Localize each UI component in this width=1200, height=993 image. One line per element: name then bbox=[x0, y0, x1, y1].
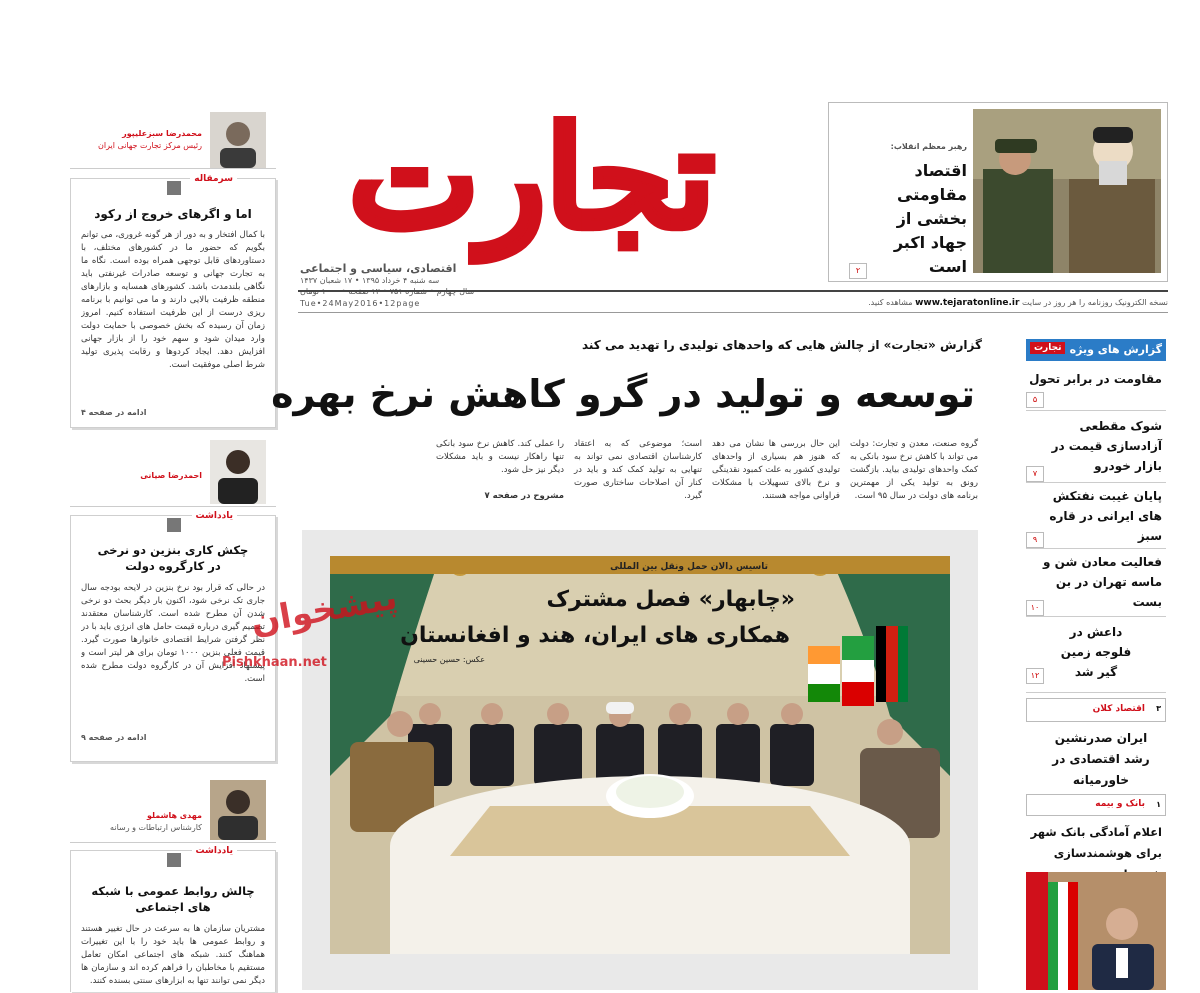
sidebar-item-page[interactable]: ۹ bbox=[1026, 532, 1044, 548]
main-kicker: گزارش «تجارت» از چالش هایی که واحدهای تولیدی را تهدید می کند bbox=[581, 338, 982, 352]
main-col-3: است؛ موضوعی که به اعتقاد کارشناسان اقتصادی نمی تواند به تنهایی به تولید کمک کند و باید در کنار آن اصلاحات ساختاری صورت گیرد. bbox=[574, 439, 702, 501]
section-label: یادداشت bbox=[192, 510, 237, 522]
sidebar-item-headline: فعالیت معادن شن و ماسه تهران در بن بست bbox=[1043, 555, 1162, 609]
top-story-kicker: رهبر معظم انقلاب: bbox=[890, 142, 967, 151]
photo-headline-2: همکاری های ایران، هند و افغانستان bbox=[400, 623, 790, 648]
sidebar-item-headline: شوک مقطعی آزادسازی قیمت در بازار خودرو bbox=[1051, 419, 1162, 473]
sidebar-item-page[interactable]: ۵ bbox=[1026, 392, 1044, 408]
section-number: ۳ bbox=[1156, 704, 1161, 713]
person-icon bbox=[210, 112, 266, 168]
website-link[interactable]: www.tejaratonline.ir bbox=[915, 298, 1020, 308]
section-square-icon bbox=[167, 853, 181, 867]
note-2-headline: چالش روابط عمومی با شبکه های اجتماعی bbox=[91, 884, 255, 914]
section-title: اقتصاد کلان bbox=[1092, 704, 1145, 714]
columnist-3-role: کارشناس ارتباطات و رسانه bbox=[110, 823, 202, 832]
bank-ceo-photo bbox=[1026, 872, 1166, 990]
watermark-en: Pishkhaan.net bbox=[222, 655, 327, 670]
online-prefix: نسخه الکترونیک روزنامه را هر روز در سایت bbox=[1022, 298, 1168, 307]
masthead-rule bbox=[298, 290, 1168, 292]
top-story-page[interactable]: ۲ bbox=[849, 263, 867, 279]
sidebar-header bbox=[1026, 339, 1166, 361]
section-number: ۱ bbox=[1156, 800, 1161, 809]
columnist-card-3 bbox=[70, 772, 276, 843]
columnist-1-role: رئیس مرکز تجارت جهانی ایران bbox=[98, 141, 202, 150]
columnist-2-photo bbox=[210, 440, 266, 504]
bank-photo-art bbox=[1026, 872, 1166, 990]
note-2-body: مشتریان سازمان ها به سرعت در حال تغییر هستند و روابط عمومی ها باید خود را با این تغییرات هماهنگ کنند. شبکه های اجتماعی امکان تعامل مستقیم با مخاطبان را فراهم کرده اند و سازمان ها دیگر نمی توانند تنها به ابزارهای سنتی بسنده کنند. bbox=[81, 924, 265, 986]
main-col-2: این حال بررسی ها نشان می دهد که هنوز هم بسیاری از واحدهای تولیدی کشور به علت کمبود نقدینگی و نرخ بالای تسهیلات با مشکلات فراوانی مواجه هستند. bbox=[712, 439, 840, 501]
columnist-1-photo bbox=[210, 112, 266, 168]
sidebar-section-1 bbox=[1026, 698, 1166, 787]
person-icon bbox=[210, 780, 266, 840]
photo-kicker: تاسیس دالان حمل ونقل بین المللی bbox=[610, 562, 768, 572]
section-square-icon bbox=[167, 518, 181, 532]
photo-headline-1: «چابهار» فصل مشترک bbox=[546, 587, 795, 612]
section-header bbox=[1026, 698, 1166, 722]
leader-photo bbox=[973, 109, 1161, 273]
issue-en: Tue•24May2016•12page bbox=[300, 299, 421, 308]
sidebar-item-page[interactable]: ۱۰ bbox=[1026, 600, 1044, 616]
sidebar-title: گزارش های ویژه bbox=[1069, 343, 1162, 356]
columnist-3-photo bbox=[210, 780, 266, 840]
top-right-story bbox=[828, 102, 1168, 282]
note-1-body: در حالی که قرار بود نرخ بنزین در لایحه بودجه سال جاری تک نرخی شود، اکنون بار دیگر بحث دو نرخی شدن آن مطرح شده است. کارشناسان معتقدند تصمیم گیری درباره قیمت حامل های انرژی باید با در نظر گرفتن شرایط اقتصادی خانوارها صورت گیرد. قیمت فعلی بنزین ۱۰۰۰ تومان برای هر لیتر است و پیشنهاد افزایش آن در کارگروه دولت مطرح شده است. bbox=[81, 583, 265, 684]
masthead-logo bbox=[302, 96, 762, 259]
sidebar-item-4[interactable] bbox=[1026, 550, 1166, 617]
main-headline: توسعه و تولید در گرو کاهش نرخ بهره bbox=[271, 372, 975, 416]
columnist-2-name: احمدرضا صیانی bbox=[140, 471, 202, 480]
sidebar-badge: تجارت bbox=[1030, 342, 1065, 354]
section-headline: اعلام آمادگی بانک شهر برای هوشمندسازی bbox=[1030, 825, 1162, 860]
columnist-card-1 bbox=[70, 100, 276, 169]
sidebar-item-headline: پایان غیبت نفتکش های ایرانی در قاره سبز bbox=[1049, 489, 1162, 543]
columnist-3-name: مهدی هاشملو bbox=[146, 811, 202, 820]
note-1-headline: چکش کاری بنزین دو نرخی در کارگروه دولت bbox=[97, 543, 249, 573]
tagline: اقتصادی، سیاسی و اجتماعی bbox=[300, 262, 457, 275]
section-header bbox=[1026, 794, 1166, 816]
section-headline: ایران صدرنشین رشد اقتصادی در خاورمیانه bbox=[1052, 731, 1150, 787]
editorial-body: با کمال افتخار و به دور از هر گونه غروری، می توانم بگویم که حضور ما در کشورهای مختلف، با دستاوردهای قابل توجهی همراه بوده است. نگاه ما به تجارت جهانی و توسعه صادرات غیرنفتی باید نگاهی بلندمدت باشد. کشورهای همسایه و بازارهای منطقه ظرفیت بالایی دارند و ما می توانیم با برنامه ریزی درست از این ظرفیت استفاده کنیم. امروز زمان آن رسیده که بخش خصوصی با حمایت دولت وارد میدان شود و سهم خود را از بازار جهانی افزایش دهد. ایجاد کردوها و رقابت پذیری تولید شرط اصلی موفقیت است. bbox=[81, 230, 265, 370]
section-title: بانک و بیمه bbox=[1095, 799, 1145, 809]
sidebar-item-page[interactable]: ۱۲ bbox=[1026, 668, 1044, 684]
sidebar-item-headline: داعش در فلوجه زمین گیر شد bbox=[1060, 625, 1132, 679]
sidebar-item-1[interactable] bbox=[1026, 366, 1166, 411]
sidebar-section-2 bbox=[1026, 794, 1166, 870]
main-columns bbox=[298, 438, 978, 518]
note-box-1 bbox=[70, 511, 276, 762]
editorial-headline: اما و اگرهای خروج از رکود bbox=[94, 207, 252, 221]
note-box-2 bbox=[70, 846, 276, 992]
editorial-box bbox=[70, 174, 276, 428]
watermark-fa: پیشخوان bbox=[247, 577, 401, 643]
online-rule bbox=[298, 312, 1168, 313]
section-square-icon bbox=[167, 181, 181, 195]
columnist-1-name: محمدرضا سبزعلیپور bbox=[122, 129, 202, 138]
main-col-4: را عملی کند. کاهش نرخ سود بانکی تنها راهکار نیست و باید مشکلات دیگر نیز حل شود. bbox=[436, 439, 564, 475]
columnist-card-2 bbox=[70, 434, 276, 507]
sidebar-item-3[interactable] bbox=[1026, 484, 1166, 549]
issue-line-1: سه شنبه ۴ خرداد ۱۳۹۵ • ۱۷ شعبان ۱۴۳۷ bbox=[300, 276, 440, 285]
online-line bbox=[868, 297, 1168, 309]
sidebar-item-2[interactable] bbox=[1026, 412, 1166, 483]
editorial-continued[interactable]: ادامه در صفحه ۴ bbox=[81, 408, 147, 417]
note-1-continued[interactable]: ادامه در صفحه ۹ bbox=[81, 733, 147, 742]
photo-credit: عکس: حسین حسینی bbox=[413, 655, 485, 664]
sidebar-item-5[interactable] bbox=[1026, 618, 1166, 693]
section-label: سرمقاله bbox=[190, 173, 237, 185]
logo-text: تجارت bbox=[348, 96, 716, 259]
main-continued[interactable]: مشروح در صفحه ۷ bbox=[484, 491, 564, 501]
person-icon bbox=[210, 440, 266, 504]
section-label: یادداشت bbox=[192, 845, 237, 857]
top-story-headline: اقتصاد مقاومتی بخشی از جهاد اکبر است bbox=[893, 161, 967, 276]
sidebar-item-page[interactable]: ۷ bbox=[1026, 466, 1044, 482]
main-col-1: گروه صنعت، معدن و تجارت: دولت می تواند با کاهش نرخ سود بانکی به کمک واحدهای تولیدی بیاید. بازگشت رونق به تولید یکی از مهمترین برنامه های دولت در سال ۹۵ است. bbox=[850, 439, 978, 501]
sidebar-item-headline: مقاومت در برابر تحول bbox=[1029, 372, 1162, 386]
top-story-photo bbox=[973, 109, 1161, 273]
online-suffix: مشاهده کنید. bbox=[868, 298, 913, 307]
